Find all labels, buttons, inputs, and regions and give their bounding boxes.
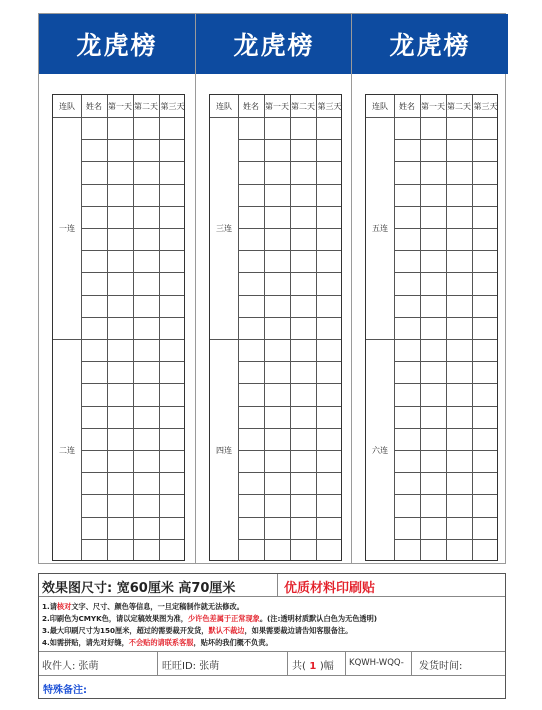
special-notes-row (39, 675, 505, 699)
grid-line (394, 250, 497, 251)
grid-line (81, 494, 184, 495)
grid-line (394, 539, 497, 540)
divider (157, 652, 158, 675)
grid-line (394, 494, 497, 495)
grid-line (81, 472, 184, 473)
grid-line (394, 450, 497, 451)
board-panel (195, 14, 352, 563)
grid-line (81, 184, 184, 185)
count-field: 共( 1 )幅 (292, 661, 334, 672)
grid-line (394, 472, 497, 473)
grid-line (238, 95, 239, 560)
grid-line (264, 95, 265, 560)
column-header: 连队 (59, 101, 75, 111)
grid-line (238, 206, 341, 207)
wangwang-id-field: 旺旺ID: 张萌 (162, 661, 220, 672)
grid-line (81, 539, 184, 540)
size-title: 效果图尺寸: 宽60厘米 高70厘米 (42, 581, 236, 596)
grid-line (81, 517, 184, 518)
order-info-panel (38, 573, 506, 699)
grid-line (81, 361, 184, 362)
grid-line (394, 517, 497, 518)
team-label: 一连 (59, 223, 75, 233)
receiver-field: 收件人: 张萌 (42, 661, 99, 672)
ship-time-field: 发货时间: (419, 661, 463, 672)
grid-line (81, 383, 184, 384)
board-title: 龙虎榜 (39, 14, 195, 74)
note-line (42, 637, 505, 649)
grid-line (238, 228, 341, 229)
grid-line (107, 95, 108, 560)
grid-line (81, 161, 184, 162)
note-highlight: 核对 (56, 602, 72, 611)
board-panel (351, 14, 508, 563)
board-title: 龙虎榜 (352, 14, 508, 74)
grid-line (133, 95, 134, 560)
note-text: ，贴坏的我们概不负责。 (193, 638, 273, 647)
size-row (39, 574, 505, 597)
grid-line (394, 272, 497, 273)
team-label: 二连 (59, 445, 75, 455)
grid-line (238, 428, 341, 429)
grid-line (394, 428, 497, 429)
column-header: 第一天 (265, 101, 289, 111)
print-title: 优质材料印刷贴 (284, 581, 376, 596)
grid-line (316, 95, 317, 560)
note-line (42, 625, 505, 637)
grid-line (81, 95, 82, 560)
team-label: 四连 (216, 445, 232, 455)
grid-line (81, 228, 184, 229)
grid-line (238, 383, 341, 384)
grid-line (238, 361, 341, 362)
grid-line (81, 295, 184, 296)
grid-line (81, 428, 184, 429)
grid-line (238, 272, 341, 273)
note-text: 4.如需拼贴，请先对好缝， (42, 638, 129, 647)
board-panel (39, 14, 195, 563)
grid-line (238, 472, 341, 473)
note-text: 文字、尺寸、颜色等信息，一旦定稿制作就无法修改。 (71, 602, 244, 611)
note-text: 3.最大印刷尺寸为150厘米，超过的需要裁开发货， (42, 626, 209, 635)
note-highlight: 少许色差属于正常现象 (187, 614, 260, 623)
note-line (42, 613, 505, 625)
note-text: 2.印刷色为CMYK色，请以定稿效果图为准， (42, 614, 188, 623)
column-header: 第三天 (160, 101, 185, 111)
column-header: 连队 (216, 101, 232, 111)
grid-line (446, 95, 447, 560)
grid-line (394, 139, 497, 140)
grid-line (290, 95, 291, 560)
divider (277, 574, 278, 596)
divider (287, 652, 288, 675)
grid-line (238, 539, 341, 540)
note-text: 。(注:透明材质默认白色为无色透明) (259, 614, 378, 623)
grid-line (81, 206, 184, 207)
grid-line (394, 383, 497, 384)
column-header: 第一天 (421, 101, 445, 111)
column-header: 第二天 (134, 101, 158, 111)
notes-section (39, 597, 505, 652)
grid-line (238, 295, 341, 296)
grid-line (394, 206, 497, 207)
grid-line (81, 250, 184, 251)
shipping-row (39, 652, 505, 676)
note-line (42, 601, 505, 613)
grid-line (394, 95, 395, 560)
ranking-table (365, 94, 498, 561)
ranking-board (38, 13, 506, 564)
grid-line (394, 184, 497, 185)
grid-line (238, 517, 341, 518)
team-label: 三连 (216, 223, 232, 233)
column-header: 第二天 (447, 101, 471, 111)
grid-line (238, 406, 341, 407)
grid-line (394, 406, 497, 407)
divider (345, 652, 346, 675)
grid-line (238, 139, 341, 140)
team-label: 六连 (372, 445, 388, 455)
column-header: 第三天 (317, 101, 342, 111)
grid-line (472, 95, 473, 560)
column-header: 第二天 (291, 101, 315, 111)
grid-line (394, 361, 497, 362)
note-text: 1.请 (42, 602, 57, 611)
column-header: 姓名 (399, 101, 415, 111)
grid-line (159, 95, 160, 560)
special-notes-label: 特殊备注: (43, 685, 87, 696)
note-highlight: 不会贴的请联系客服 (128, 638, 194, 647)
grid-line (81, 139, 184, 140)
grid-line (238, 450, 341, 451)
grid-line (394, 317, 497, 318)
grid-line (238, 317, 341, 318)
column-header: 连队 (372, 101, 388, 111)
grid-line (238, 250, 341, 251)
note-text: ，如果需要裁边请告知客服备注。 (244, 626, 353, 635)
board-title: 龙虎榜 (196, 14, 352, 74)
grid-line (394, 161, 497, 162)
count-value: 1 (305, 661, 320, 672)
grid-line (81, 450, 184, 451)
grid-line (238, 494, 341, 495)
column-header: 第三天 (473, 101, 498, 111)
grid-line (394, 228, 497, 229)
grid-line (420, 95, 421, 560)
column-header: 姓名 (243, 101, 259, 111)
grid-line (394, 295, 497, 296)
grid-line (81, 406, 184, 407)
grid-line (81, 272, 184, 273)
divider (411, 652, 412, 675)
ranking-table (52, 94, 185, 561)
column-header: 第一天 (108, 101, 132, 111)
ranking-table (209, 94, 342, 561)
note-highlight: 默认不裁边 (208, 626, 245, 635)
grid-line (238, 184, 341, 185)
order-code: KQWH-WQQ- (349, 658, 404, 668)
grid-line (238, 161, 341, 162)
team-label: 五连 (372, 223, 388, 233)
grid-line (81, 317, 184, 318)
column-header: 姓名 (86, 101, 102, 111)
